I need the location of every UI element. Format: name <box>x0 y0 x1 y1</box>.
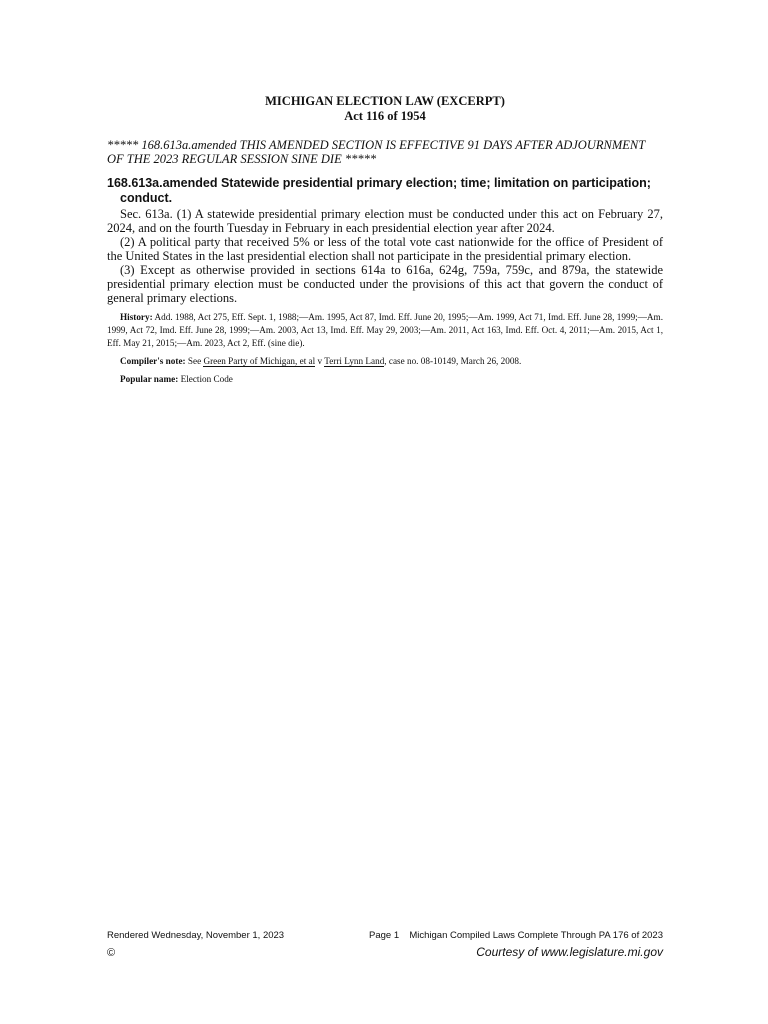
case-versus: v <box>317 356 323 366</box>
compilers-note-suffix: , case no. 08-10149, March 26, 2008. <box>384 356 522 366</box>
compilers-note-label: Compiler's note: <box>120 356 186 366</box>
section-paragraph-2: (2) A political party that received 5% or less of the total vote cast nationwide for the office of President of the United States in the last presidential election shall not participate in the presidential primary election. <box>107 235 663 263</box>
compilers-note-prefix: See <box>187 356 202 366</box>
amendment-notice: ***** 168.613a.amended THIS AMENDED SECTION IS EFFECTIVE 91 DAYS AFTER ADJOURNMENT OF THE 2023 REGULAR SESSION SINE DIE ***** <box>107 138 645 166</box>
copyright-symbol: © <box>107 947 116 959</box>
case-party-two: Terri Lynn Land <box>324 356 385 366</box>
document-title: MICHIGAN ELECTION LAW (EXCERPT) <box>265 94 505 108</box>
compilers-note <box>107 355 663 368</box>
document-page <box>107 94 663 386</box>
case-party-one: Green Party of Michigan, et al <box>203 356 316 366</box>
page-number: Page 1 <box>369 930 400 941</box>
rendered-date: Rendered Wednesday, November 1, 2023 <box>107 930 285 941</box>
history-text: Add. 1988, Act 275, Eff. Sept. 1, 1988;—Am. 1995, Act 87, Imd. Eff. June 20, 1995;—Am. 1999, Act 71, Imd. Eff. June 28, 1999;—Am. 1999, Act 72, Imd. Eff. June 28, 1999;—Am. 2003, Act 13, Imd. Eff. May 29, 2003;—Am. 2011, Act 163, Imd. Eff. Oct. 4, 2011;—Am. 2015, Act 1, Eff. May 21, 2015;—Am. 2023, Act 2, Eff. (sine die). <box>107 312 663 348</box>
history-note <box>107 311 663 350</box>
compiled-through: Michigan Compiled Laws Complete Through PA 176 of 2023 <box>409 930 663 941</box>
popular-name-value: Election Code <box>180 374 233 384</box>
history-label: History: <box>120 312 153 322</box>
courtesy-line: Courtesy of www.legislature.mi.gov <box>476 945 663 959</box>
popular-name-label: Popular name: <box>120 374 179 384</box>
section-paragraph-1: Sec. 613a. (1) A statewide presidential primary election must be conducted under this act on February 27, 2024, and on the fourth Tuesday in February in each presidential election year after 2024. <box>107 207 663 235</box>
section-heading: 168.613a.amended Statewide presidential primary election; time; limitation on participation; conduct. <box>107 176 651 205</box>
section-paragraph-3: (3) Except as otherwise provided in sections 614a to 616a, 624g, 759a, 759c, and 879a, the statewide presidential primary election must be conducted under the provisions of this act that govern the conduct of general primary elections. <box>107 263 663 305</box>
document-subtitle: Act 116 of 1954 <box>344 109 426 123</box>
popular-name <box>107 373 663 386</box>
